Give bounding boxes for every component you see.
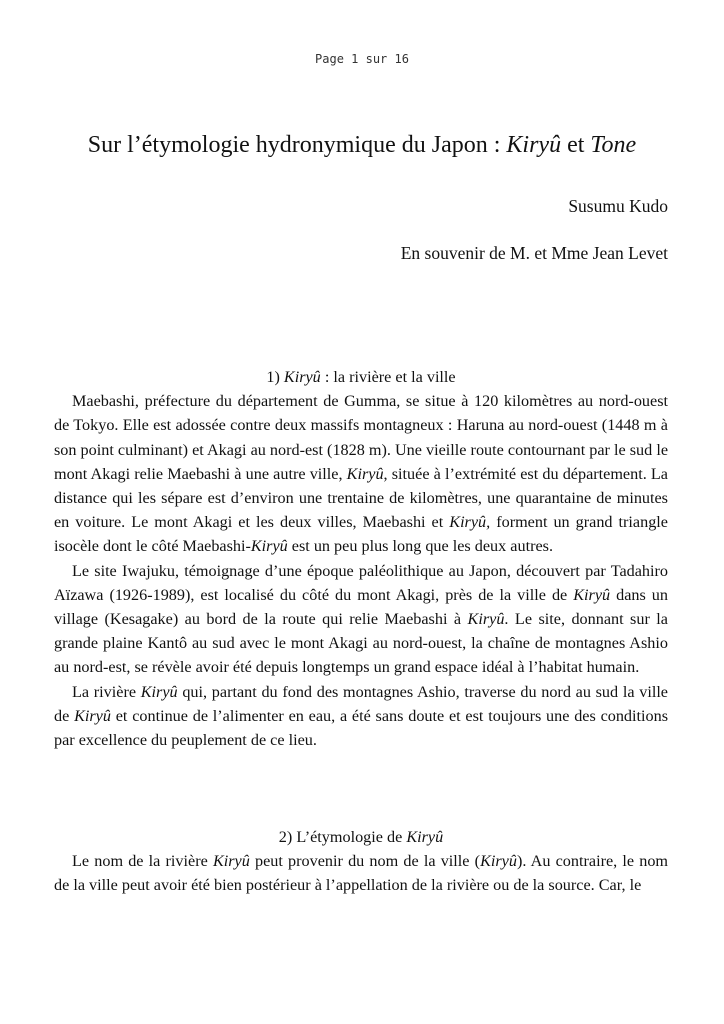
section-1-term: Kiryû <box>283 368 321 386</box>
section-2-title: 2) L’étymologie de <box>278 828 407 846</box>
title-prefix: Sur l’étymologie hydronymique du Japon : <box>87 132 507 158</box>
section-1-title: : la rivière et la ville <box>320 368 456 386</box>
paragraph: Le nom de la rivière Kiryû peut provenir du nom de la ville (Kiryû). Au contraire, le nom de la ville peut avoir été bien postérieur à l’appellation de la rivière ou de la source. Car, le <box>54 852 669 895</box>
author-name: Susumu Kudo <box>568 196 668 216</box>
title-term-tone: Tone <box>590 132 637 158</box>
paragraph: Le site Iwajuku, témoignage d’une époque paléolithique au Japon, découvert par Tadahiro Aïzawa (1926-1989), est localisé du côté du mont Akagi, près de la ville de Kiryû dans un village (Kesagake) au bord de la route qui relie Maebashi à Kiryû. Le site, donnant sur la grande plaine Kantô au sud avec le mont Akagi au nord-ouest, la chaîne de montagnes Ashio au nord-est, se révèle avoir été depuis longtemps un grand espace idéal à l’habitat humain. <box>54 561 668 677</box>
section-1-heading <box>54 365 668 389</box>
page-number-header: Page 1 sur 16 <box>315 52 409 66</box>
paragraph: Maebashi, préfecture du département de Gumma, se situe à 120 kilomètres au nord-ouest de Tokyo. Elle est adossée contre deux massifs montagneux : Haruna au nord-ouest (1448 m à son point culminant) et Akagi au nord-est (1828 m). Une vieille route contournant par le sud le mont Akagi relie Maebashi à une autre ville, Kiryû, située à l’extrémité est du département. La distance qui les sépare est d’environ une trentaine de kilomètres, une quarantaine de minutes en voiture. Le mont Akagi et les deux villes, Maebashi et Kiryû, forment un grand triangle isocèle dont le côté Maebashi-Kiryû est un peu plus long que les deux autres. <box>54 392 668 556</box>
dedication: En souvenir de M. et Mme Jean Levet <box>400 243 668 263</box>
paragraph: La rivière Kiryû qui, partant du fond des montagnes Ashio, traverse du nord au sud la ville de Kiryû et continue de l’alimenter en eau, a été sans doute et est toujours une des conditions par excellence du peuplement de ce lieu. <box>54 682 669 750</box>
paper-title <box>0 130 724 160</box>
section-1-number: 1) <box>266 368 284 386</box>
section-2 <box>54 825 668 898</box>
title-conjunction: et <box>561 132 591 158</box>
section-2-heading <box>54 825 668 849</box>
section-2-term: Kiryû <box>406 828 444 846</box>
title-term-kiryu: Kiryû <box>506 132 562 158</box>
section-1 <box>54 365 668 752</box>
